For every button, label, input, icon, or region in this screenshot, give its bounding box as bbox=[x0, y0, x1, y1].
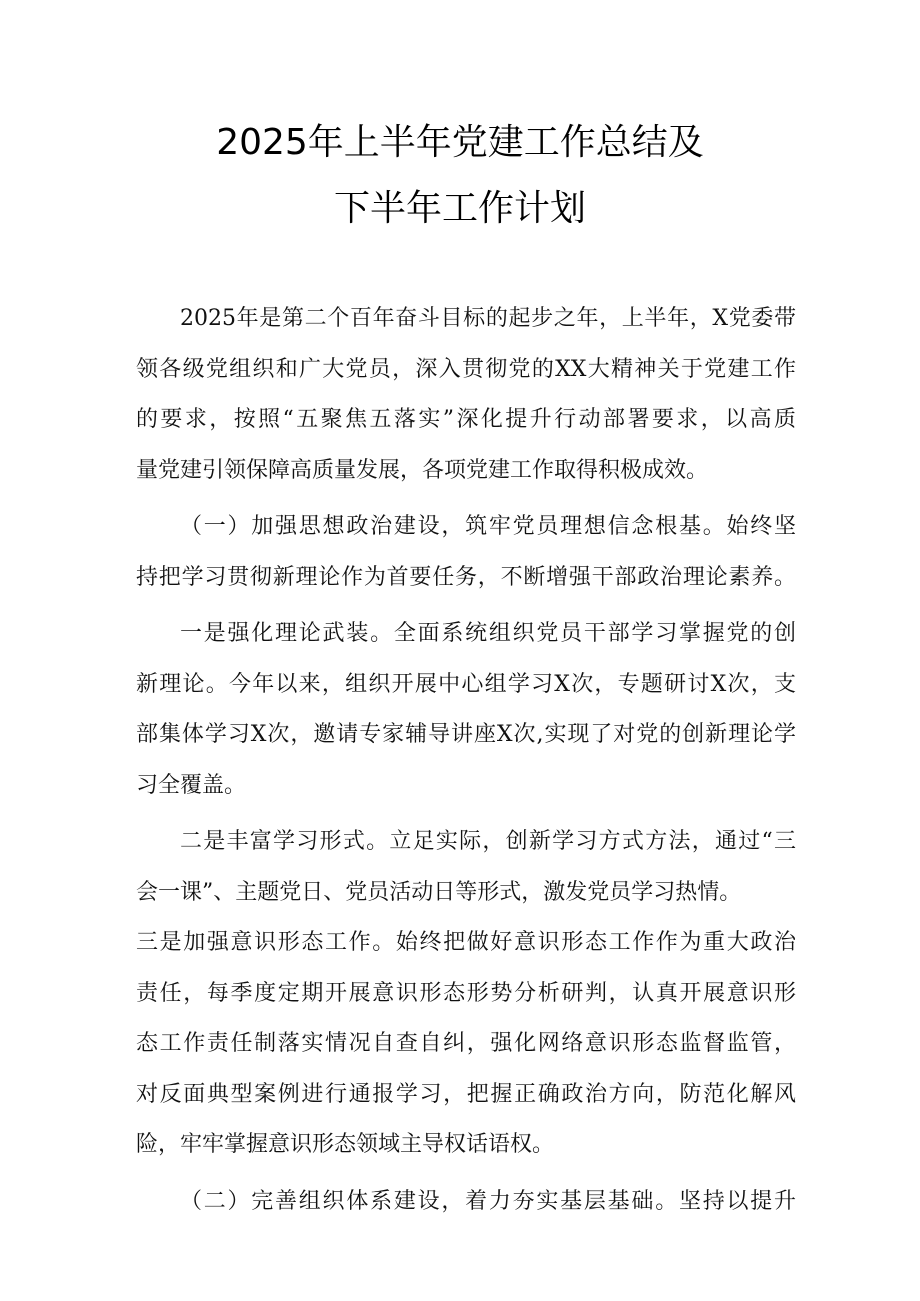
body-line: 持把学习贯彻新理论作为首要任务，不断增强干部政治理论素养。 bbox=[136, 564, 796, 590]
body-line: 对反面典型案例进行通报学习，把握正确政治方向，防范化解风 bbox=[136, 1081, 796, 1107]
document-title-line-2: 下半年工作计划 bbox=[333, 188, 586, 229]
body-line: 新理论。今年以来，组织开展中心组学习X次，专题研讨X次，支 bbox=[136, 671, 796, 697]
body-line: （一）加强思想政治建设，筑牢党员理想信念根基。始终坚 bbox=[180, 514, 796, 539]
body-line: 量党建引领保障高质量发展，各项党建工作取得积极成效。 bbox=[136, 457, 709, 483]
body-line: （二）完善组织体系建设，着力夯实基层基础。坚持以提升 bbox=[180, 1188, 796, 1214]
body-line: 部集体学习X次，邀请专家辅导讲座X次,实现了对党的创新理论学 bbox=[136, 722, 796, 747]
body-line: 责任，每季度定期开展意识形态形势分析研判，认真开展意识形 bbox=[136, 980, 796, 1006]
document-title-line-1: 2025年上半年党建工作总结及 bbox=[216, 122, 704, 163]
body-line: 的要求，按照“五聚焦五落实”深化提升行动部署要求，以高质 bbox=[136, 407, 796, 432]
document-body bbox=[136, 294, 796, 1227]
body-line: 习全覆盖。 bbox=[136, 772, 247, 798]
body-line: 态工作责任制落实情况自查自纠，强化网络意识形态监督监管， bbox=[136, 1031, 796, 1056]
body-line: 二是丰富学习形式。立足实际，创新学习方式方法，通过“三 bbox=[180, 829, 796, 854]
body-line: 领各级党组织和广大党员，深入贯彻党的XX大精神关于党建工作 bbox=[136, 356, 796, 382]
body-line: 险，牢牢掌握意识形态领域主导权话语权。 bbox=[136, 1132, 555, 1157]
body-line: 2025年是第二个百年奋斗目标的起步之年，上半年，X党委带 bbox=[180, 306, 796, 331]
body-line: 会一课”、主题党日、党员活动日等形式，激发党员学习热情。 bbox=[136, 879, 742, 905]
body-line: 一是强化理论武装。全面系统组织党员干部学习掌握党的创 bbox=[180, 621, 796, 646]
body-line: 三是加强意识形态工作。始终把做好意识形态工作作为重大政治 bbox=[136, 930, 796, 955]
